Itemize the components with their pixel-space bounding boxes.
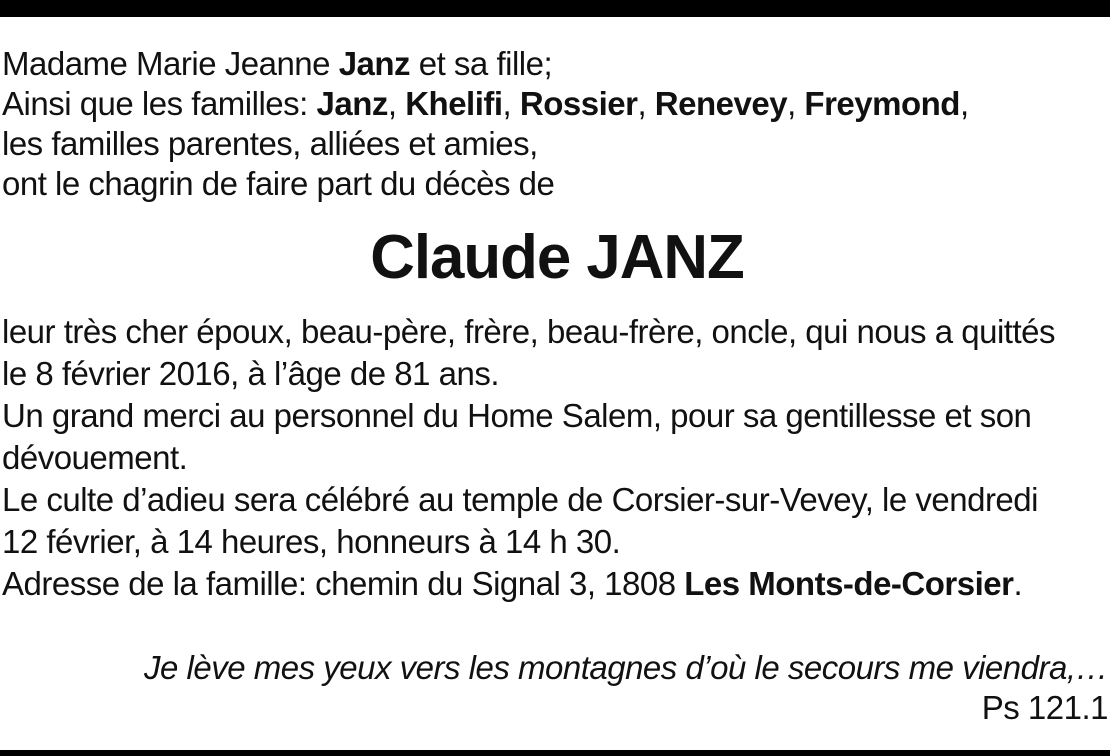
family-rossier: Rossier: [519, 85, 638, 122]
families-line: [2, 84, 969, 124]
psalm-quote: Je lève mes yeux vers les montagnes d’où le secours me viendra,…: [144, 649, 1108, 686]
family-freymond: Freymond: [804, 85, 960, 122]
body-line-4: dévouement.: [2, 439, 188, 476]
family-name-janz: Janz: [338, 45, 411, 82]
separator: ,: [959, 85, 969, 122]
separator: ,: [387, 85, 406, 122]
family-khelifi: Khelifi: [405, 85, 503, 122]
family-janz: Janz: [316, 85, 388, 122]
intro-text: Madame Marie Jeanne: [2, 45, 339, 82]
intro-line-4: ont le chagrin de faire part du décès de: [2, 165, 555, 202]
family-address: [2, 564, 1022, 604]
intro-line-3: les familles parentes, alliées et amies,: [2, 125, 538, 162]
deceased-name: Claude JANZ: [370, 223, 744, 292]
separator: ,: [637, 85, 655, 122]
intro-text-end: et sa fille;: [410, 45, 553, 82]
body-line-1: leur très cher époux, beau-père, frère, beau-frère, oncle, qui nous a quittés: [2, 313, 1055, 350]
top-border-rule: [0, 0, 1110, 17]
body-line-3: Un grand merci au personnel du Home Salem, pour sa gentillesse et son: [2, 397, 1032, 434]
psalm-reference: Ps 121.1: [981, 689, 1108, 726]
families-prefix: Ainsi que les familles:: [2, 85, 317, 122]
address-place: Les Monts-de-Corsier: [684, 565, 1014, 602]
bottom-border-rule: [0, 750, 1110, 756]
address-end: .: [1013, 565, 1023, 602]
address-text: Adresse de la famille: chemin du Signal 3, 1808: [2, 565, 685, 602]
family-renevey: Renevey: [654, 85, 788, 122]
separator: ,: [787, 85, 805, 122]
body-line-5: Le culte d’adieu sera célébré au temple de Corsier-sur-Vevey, le vendredi: [2, 481, 1038, 518]
intro-line-1: [2, 44, 552, 84]
body-line-2: le 8 février 2016, à l’âge de 81 ans.: [2, 355, 500, 392]
separator: ,: [502, 85, 520, 122]
body-line-6: 12 février, à 14 heures, honneurs à 14 h 30.: [2, 523, 621, 560]
